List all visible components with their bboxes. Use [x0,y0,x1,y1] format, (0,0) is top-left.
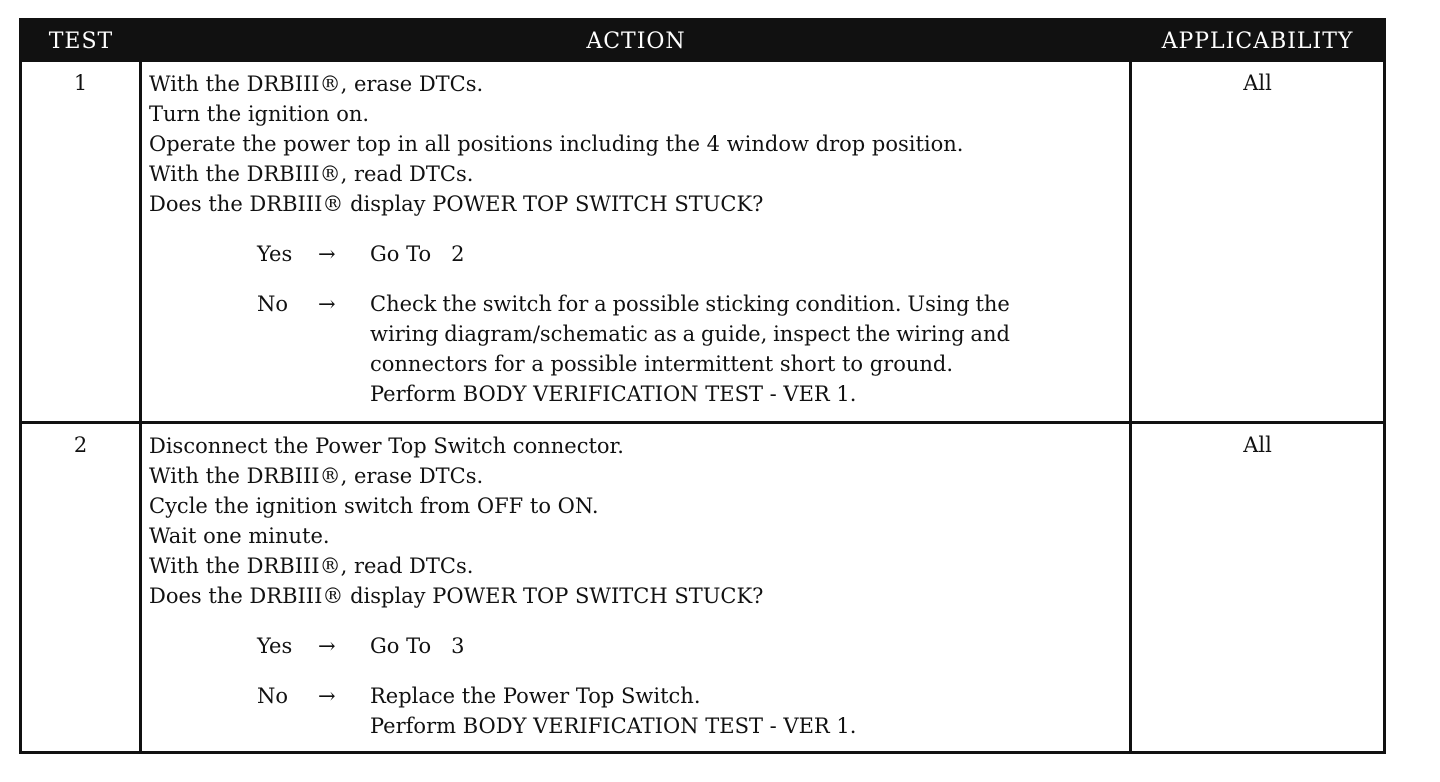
arrow-right-icon: → [318,292,336,316]
no-action-line: Perform BODY VERIFICATION TEST - VER 1. [370,714,857,738]
word: Using [907,292,970,316]
no-label: No [257,292,289,316]
word: wiring [370,322,439,346]
row-divider [22,421,1383,424]
word: a [682,322,696,346]
no-action-line-justified [370,319,1010,349]
step-line: Does the DRBIII® display POWER TOP SWITCH STUCK? [149,192,764,216]
word: guide, [701,322,768,346]
arrow-right-icon: → [318,242,336,266]
step-line: Does the DRBIII® display POWER TOP SWITCH STUCK? [149,584,764,608]
header-applicability: APPLICABILITY [1161,29,1354,54]
diagnostic-test-table [19,18,1386,754]
no-action-line: Perform BODY VERIFICATION TEST - VER 1. [370,382,857,406]
yes-action [370,631,1010,661]
yes-action-line: Go To 3 [370,634,465,658]
word: Check [370,292,437,316]
step-line: With the DRBIII®, erase DTCs. [149,72,484,96]
step-line: With the DRBIII®, read DTCs. [149,554,474,578]
step-line: With the DRBIII®, read DTCs. [149,162,474,186]
word: the [442,292,477,316]
word: and [970,322,1010,346]
step-line: Operate the power top in all positions including the 4 window drop position. [149,132,964,156]
yes-label: Yes [257,242,293,266]
test-number: 1 [73,71,88,95]
step-line: Disconnect the Power Top Switch connector. [149,434,624,458]
word: wiring [896,322,965,346]
word: inspect [773,322,851,346]
word: for [557,292,589,316]
yes-action-line: Go To 2 [370,242,465,266]
header-action: ACTION [586,29,686,54]
test-number: 2 [73,433,88,457]
word: a [594,292,607,316]
word: switch [482,292,552,316]
test-steps [149,69,1124,219]
no-action-line: connectors for a possible intermittent short to ground. [370,352,954,376]
table-header [22,21,1383,62]
yes-label: Yes [257,634,293,658]
word: diagram/schematic [444,322,648,346]
yes-action [370,239,1010,269]
step-line: Turn the ignition on. [149,102,370,126]
no-action [370,289,1010,409]
word: sticking [705,292,790,316]
no-action-line-justified [370,289,1010,319]
column-divider [1129,62,1132,754]
applicability-value: All [1243,433,1272,457]
applicability-value: All [1243,71,1272,95]
test-steps [149,431,1124,611]
arrow-right-icon: → [318,684,336,708]
header-test: TEST [48,29,114,54]
word: possible [612,292,700,316]
arrow-right-icon: → [318,634,336,658]
word: the [975,292,1010,316]
column-divider [139,62,142,754]
step-line: Wait one minute. [149,524,330,548]
word: the [855,322,891,346]
word: condition. [795,292,902,316]
step-line: Cycle the ignition switch from OFF to ON. [149,494,599,518]
no-action-line: Replace the Power Top Switch. [370,684,701,708]
no-label: No [257,684,289,708]
step-line: With the DRBIII®, erase DTCs. [149,464,484,488]
word: as [653,322,677,346]
no-action [370,681,1010,741]
